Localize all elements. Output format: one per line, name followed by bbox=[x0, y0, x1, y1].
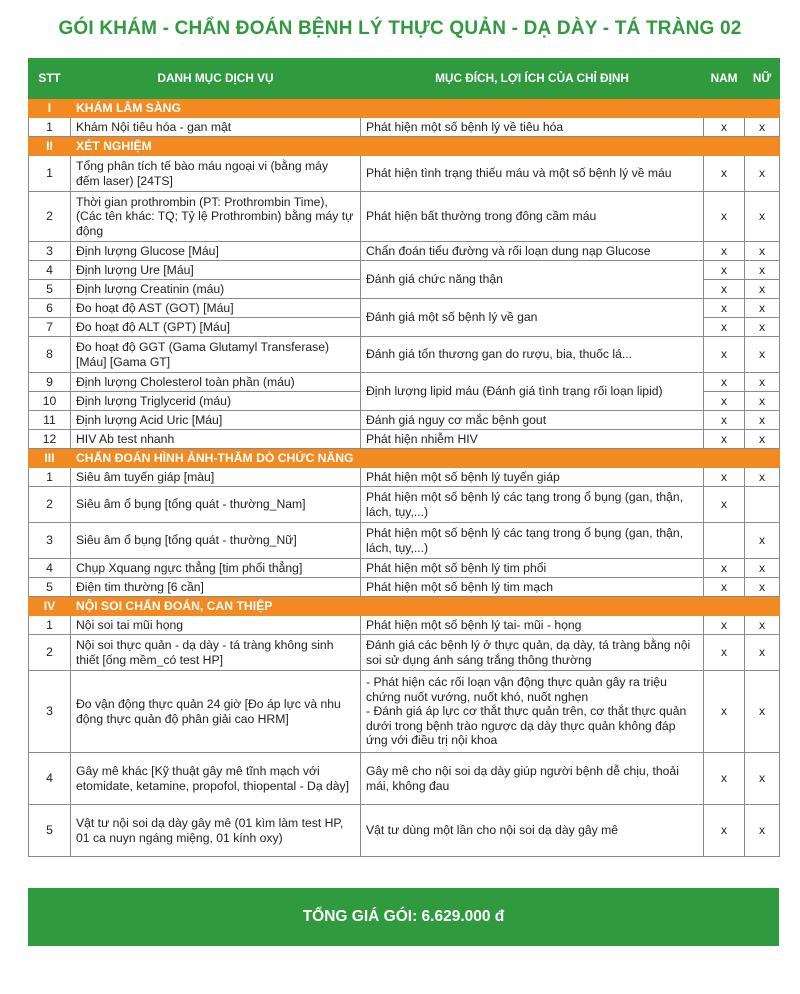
table-row bbox=[29, 118, 780, 137]
table-row bbox=[29, 261, 780, 280]
row-service: Gây mê khác [Kỹ thuật gây mê tĩnh mạch với etomidate, ketamine, propofol, thiopental - Dạ dày] bbox=[71, 753, 361, 805]
table-row bbox=[29, 430, 780, 449]
row-female-mark bbox=[745, 487, 780, 523]
section-name: NỘI SOI CHẨN ĐOÁN, CAN THIỆP bbox=[71, 597, 361, 616]
row-service: Siêu âm tuyến giáp [màu] bbox=[71, 468, 361, 487]
row-female-mark: x bbox=[745, 242, 780, 261]
section-row bbox=[29, 99, 780, 118]
section-row bbox=[29, 449, 780, 468]
row-stt: 7 bbox=[29, 318, 71, 337]
row-male-mark: x bbox=[704, 805, 745, 857]
row-service: Khám Nội tiêu hóa - gan mật bbox=[71, 118, 361, 137]
row-service: Điện tim thường [6 cần] bbox=[71, 578, 361, 597]
row-service: Định lượng Glucose [Máu] bbox=[71, 242, 361, 261]
row-male-mark: x bbox=[704, 318, 745, 337]
row-female-mark: x bbox=[745, 468, 780, 487]
row-male-mark: x bbox=[704, 280, 745, 299]
table-header-row bbox=[29, 59, 780, 99]
header-female: NỮ bbox=[745, 59, 780, 99]
row-purpose: Phát hiện một số bệnh lý về tiêu hóa bbox=[361, 118, 704, 137]
row-female-mark: x bbox=[745, 392, 780, 411]
row-purpose: Phát hiện một số bệnh lý các tạng trong ổ bụng (gan, thận, lách, tụy,...) bbox=[361, 523, 704, 559]
row-male-mark: x bbox=[704, 578, 745, 597]
section-name: XÉT NGHIỆM bbox=[71, 137, 361, 156]
row-female-mark: x bbox=[745, 261, 780, 280]
section-number: III bbox=[29, 449, 71, 468]
section-number: IV bbox=[29, 597, 71, 616]
row-stt: 4 bbox=[29, 559, 71, 578]
table-row bbox=[29, 487, 780, 523]
row-stt: 11 bbox=[29, 411, 71, 430]
row-purpose: Định lượng lipid máu (Đánh giá tình trạng rối loạn lipid) bbox=[361, 373, 704, 411]
row-purpose: Đánh giá nguy cơ mắc bệnh gout bbox=[361, 411, 704, 430]
row-stt: 9 bbox=[29, 373, 71, 392]
row-female-mark: x bbox=[745, 192, 780, 242]
row-purpose: Phát hiện tình trạng thiếu máu và một số bệnh lý về máu bbox=[361, 156, 704, 192]
table-row bbox=[29, 523, 780, 559]
row-service: Nội soi thực quản - dạ dày - tá tràng không sinh thiết [ống mềm_có test HP] bbox=[71, 635, 361, 671]
row-purpose: Phát hiện một số bệnh lý tuyến giáp bbox=[361, 468, 704, 487]
services-table bbox=[28, 58, 780, 857]
row-female-mark: x bbox=[745, 753, 780, 805]
row-stt: 3 bbox=[29, 242, 71, 261]
row-purpose: Đánh giá tổn thương gan do rượu, bia, thuốc lá... bbox=[361, 337, 704, 373]
row-male-mark: x bbox=[704, 616, 745, 635]
row-male-mark: x bbox=[704, 411, 745, 430]
row-female-mark: x bbox=[745, 578, 780, 597]
row-female-mark: x bbox=[745, 805, 780, 857]
row-male-mark: x bbox=[704, 468, 745, 487]
row-stt: 8 bbox=[29, 337, 71, 373]
row-female-mark: x bbox=[745, 523, 780, 559]
row-female-mark: x bbox=[745, 280, 780, 299]
header-purpose: MỤC ĐÍCH, LỢI ÍCH CỦA CHỈ ĐỊNH bbox=[361, 59, 704, 99]
section-row bbox=[29, 137, 780, 156]
row-male-mark: x bbox=[704, 487, 745, 523]
row-service: Đo vận động thực quản 24 giờ [Đo áp lực và nhu động thực quản độ phân giải cao HRM] bbox=[71, 671, 361, 753]
row-stt: 6 bbox=[29, 299, 71, 318]
row-stt: 1 bbox=[29, 468, 71, 487]
row-male-mark bbox=[704, 523, 745, 559]
row-stt: 5 bbox=[29, 578, 71, 597]
row-service: Chụp Xquang ngực thẳng [tim phổi thẳng] bbox=[71, 559, 361, 578]
row-service: Siêu âm ổ bụng [tổng quát - thường_Nữ] bbox=[71, 523, 361, 559]
row-service: Định lượng Creatinin (máu) bbox=[71, 280, 361, 299]
header-stt: STT bbox=[29, 59, 71, 99]
row-purpose: Phát hiện một số bệnh lý tim phổi bbox=[361, 559, 704, 578]
header-service: DANH MỤC DỊCH VỤ bbox=[71, 59, 361, 99]
row-purpose: - Phát hiện các rối loạn vận động thực quản gây ra triệu chứng nuốt vướng, nuốt khó, nuốt nghẹn - Đánh giá áp lực cơ thắt thực quản trên, cơ thắt thực quản dưới trong bệnh trào ngược dạ dày thực quản không đáp ứng với điều trị nội khoa bbox=[361, 671, 704, 753]
row-service: Đo hoạt độ AST (GOT) [Máu] bbox=[71, 299, 361, 318]
row-purpose: Đánh giá chức năng thận bbox=[361, 261, 704, 299]
row-stt: 4 bbox=[29, 261, 71, 280]
row-female-mark: x bbox=[745, 318, 780, 337]
row-service: Định lượng Triglycerid (máu) bbox=[71, 392, 361, 411]
section-number: II bbox=[29, 137, 71, 156]
row-purpose: Phát hiện nhiễm HIV bbox=[361, 430, 704, 449]
row-male-mark: x bbox=[704, 156, 745, 192]
row-male-mark: x bbox=[704, 337, 745, 373]
table-row bbox=[29, 578, 780, 597]
row-purpose: Phát hiện bất thường trong đông cầm máu bbox=[361, 192, 704, 242]
row-service: Định lượng Ure [Máu] bbox=[71, 261, 361, 280]
row-purpose: Phát hiện một số bệnh lý tai- mũi - họng bbox=[361, 616, 704, 635]
row-female-mark: x bbox=[745, 337, 780, 373]
row-female-mark: x bbox=[745, 616, 780, 635]
row-service: Định lượng Acid Uric [Máu] bbox=[71, 411, 361, 430]
row-service: Tổng phân tích tế bào máu ngoại vi (bằng máy đếm laser) [24TS] bbox=[71, 156, 361, 192]
services-table-wrapper bbox=[28, 58, 779, 857]
row-male-mark: x bbox=[704, 373, 745, 392]
row-purpose: Phát hiện một số bệnh lý tim mạch bbox=[361, 578, 704, 597]
row-male-mark: x bbox=[704, 671, 745, 753]
row-stt: 1 bbox=[29, 616, 71, 635]
row-female-mark: x bbox=[745, 559, 780, 578]
table-row bbox=[29, 753, 780, 805]
row-female-mark: x bbox=[745, 430, 780, 449]
row-service: Siêu âm ổ bụng [tổng quát - thường_Nam] bbox=[71, 487, 361, 523]
row-female-mark: x bbox=[745, 156, 780, 192]
row-female-mark: x bbox=[745, 635, 780, 671]
table-row bbox=[29, 337, 780, 373]
table-row bbox=[29, 192, 780, 242]
table-row bbox=[29, 299, 780, 318]
table-row bbox=[29, 156, 780, 192]
row-service: Vật tư nội soi dạ dày gây mê (01 kìm làm test HP, 01 ca nuyn ngáng miệng, 01 kính oxy) bbox=[71, 805, 361, 857]
table-row bbox=[29, 616, 780, 635]
row-purpose: Gây mê cho nội soi dạ dày giúp người bệnh dễ chịu, thoải mái, không đau bbox=[361, 753, 704, 805]
row-female-mark: x bbox=[745, 299, 780, 318]
table-row bbox=[29, 671, 780, 753]
table-row bbox=[29, 805, 780, 857]
row-male-mark: x bbox=[704, 559, 745, 578]
row-stt: 12 bbox=[29, 430, 71, 449]
row-female-mark: x bbox=[745, 411, 780, 430]
section-name: CHẨN ĐOÁN HÌNH ẢNH-THĂM DÒ CHỨC NĂNG bbox=[71, 449, 361, 468]
table-row bbox=[29, 373, 780, 392]
row-stt: 5 bbox=[29, 280, 71, 299]
row-service: Thời gian prothrombin (PT: Prothrombin Time), (Các tên khác: TQ; Tỷ lệ Prothrombin) bằng máy tự động bbox=[71, 192, 361, 242]
row-service: HIV Ab test nhanh bbox=[71, 430, 361, 449]
row-stt: 2 bbox=[29, 192, 71, 242]
section-name: KHÁM LÂM SÀNG bbox=[71, 99, 361, 118]
row-female-mark: x bbox=[745, 118, 780, 137]
section-number: I bbox=[29, 99, 71, 118]
table-row bbox=[29, 468, 780, 487]
row-purpose: Chẩn đoán tiểu đường và rối loạn dung nạp Glucose bbox=[361, 242, 704, 261]
row-female-mark: x bbox=[745, 373, 780, 392]
row-service: Nội soi tai mũi họng bbox=[71, 616, 361, 635]
table-row bbox=[29, 411, 780, 430]
page-title: GÓI KHÁM - CHẨN ĐOÁN BỆNH LÝ THỰC QUẢN - DẠ DÀY - TÁ TRÀNG 02 bbox=[58, 18, 742, 39]
table-row bbox=[29, 635, 780, 671]
header-male: NAM bbox=[704, 59, 745, 99]
row-service: Đo hoạt độ ALT (GPT) [Máu] bbox=[71, 318, 361, 337]
row-male-mark: x bbox=[704, 753, 745, 805]
row-female-mark: x bbox=[745, 671, 780, 753]
row-male-mark: x bbox=[704, 242, 745, 261]
table-row bbox=[29, 242, 780, 261]
row-service: Đo hoạt độ GGT (Gama Glutamyl Transferase) [Máu] [Gama GT] bbox=[71, 337, 361, 373]
row-stt: 2 bbox=[29, 635, 71, 671]
row-male-mark: x bbox=[704, 261, 745, 280]
row-male-mark: x bbox=[704, 635, 745, 671]
row-male-mark: x bbox=[704, 192, 745, 242]
row-stt: 1 bbox=[29, 156, 71, 192]
row-stt: 5 bbox=[29, 805, 71, 857]
row-purpose: Phát hiện một số bệnh lý các tạng trong ổ bụng (gan, thận, lách, tụy,...) bbox=[361, 487, 704, 523]
row-stt: 10 bbox=[29, 392, 71, 411]
section-row bbox=[29, 597, 780, 616]
row-male-mark: x bbox=[704, 392, 745, 411]
row-male-mark: x bbox=[704, 118, 745, 137]
row-male-mark: x bbox=[704, 430, 745, 449]
row-stt: 3 bbox=[29, 671, 71, 753]
row-purpose: Đánh giá các bệnh lý ở thực quản, dạ dày, tá tràng bằng nội soi sử dụng ánh sáng trắng thông thường bbox=[361, 635, 704, 671]
row-purpose: Đánh giá một số bệnh lý về gan bbox=[361, 299, 704, 337]
table-row bbox=[29, 559, 780, 578]
row-purpose: Vật tư dùng một lần cho nội soi dạ dày gây mê bbox=[361, 805, 704, 857]
total-price-banner: TỔNG GIÁ GÓI: 6.629.000 đ bbox=[28, 888, 779, 946]
row-service: Định lượng Cholesterol toàn phần (máu) bbox=[71, 373, 361, 392]
row-stt: 1 bbox=[29, 118, 71, 137]
row-stt: 4 bbox=[29, 753, 71, 805]
row-male-mark: x bbox=[704, 299, 745, 318]
row-stt: 2 bbox=[29, 487, 71, 523]
row-stt: 3 bbox=[29, 523, 71, 559]
